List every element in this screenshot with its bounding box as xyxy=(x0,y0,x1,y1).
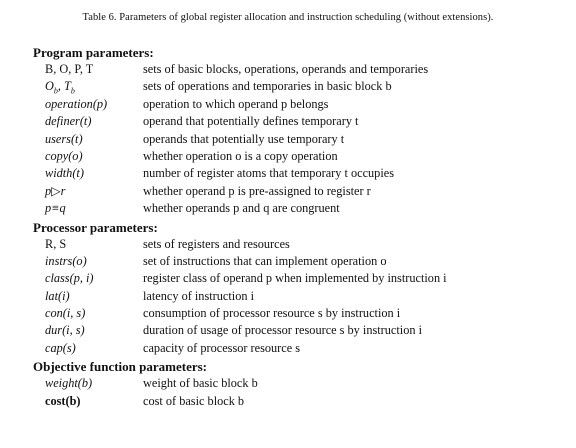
parameter-row xyxy=(33,183,563,200)
parameter-description: operand that potentially defines temporary t xyxy=(143,114,359,129)
parameters-table xyxy=(33,44,563,411)
parameter-description: sets of registers and resources xyxy=(143,236,290,251)
parameter-row xyxy=(33,253,563,270)
parameter-symbol: weight(b) xyxy=(45,376,93,391)
parameter-description: capacity of processor resource s xyxy=(143,340,301,355)
parameter-description: cost of basic block b xyxy=(143,393,245,408)
parameter-description: duration of usage of processor resource s by instruction i xyxy=(143,323,422,338)
parameter-row xyxy=(33,61,563,78)
parameter-symbol: $O_b$, $T_b$ xyxy=(45,79,75,96)
parameter-row xyxy=(33,270,563,287)
parameter-row xyxy=(33,375,563,392)
parameter-symbol: B, O, P, T xyxy=(45,62,94,76)
parameter-row xyxy=(33,322,563,339)
parameter-row xyxy=(33,340,563,357)
parameter-row xyxy=(33,113,563,130)
parameter-row xyxy=(33,165,563,182)
parameter-row xyxy=(33,96,563,113)
parameter-symbol: definer(t) xyxy=(45,114,92,129)
parameter-symbol: dur(i, s) xyxy=(45,323,85,338)
parameter-description: consumption of processor resource s by instruction i xyxy=(143,306,401,321)
section-2 xyxy=(33,219,563,358)
parameter-row xyxy=(33,200,563,217)
parameter-symbol: cap(s) xyxy=(45,340,76,355)
parameter-row xyxy=(33,288,563,305)
parameter-row xyxy=(33,393,563,410)
parameter-description: whether operand p is pre-assigned to register r xyxy=(143,183,371,198)
parameter-symbol: instrs(o) xyxy=(45,253,87,268)
section-title: Processor parameters: xyxy=(33,219,158,235)
parameter-description: weight of basic block b xyxy=(143,376,258,391)
parameter-symbol: operation(p) xyxy=(45,96,108,111)
parameter-description: register class of operand p when implemented by instruction i xyxy=(143,271,447,286)
table-caption: Table 6. Parameters of global register allocation and instruction scheduling (without extensions). xyxy=(82,12,494,23)
parameter-symbol: copy(o) xyxy=(45,148,83,163)
parameter-description: set of instructions that can implement operation o xyxy=(143,253,387,268)
parameter-symbol: width(t) xyxy=(45,166,84,181)
parameter-description: latency of instruction i xyxy=(143,288,254,303)
parameter-description: sets of basic blocks, operations, operands and temporaries xyxy=(143,62,429,76)
parameter-row xyxy=(33,305,563,322)
section-1 xyxy=(33,44,563,218)
parameter-symbol: users(t) xyxy=(45,131,83,146)
parameter-symbol: con(i, s) xyxy=(45,306,86,321)
section-3 xyxy=(33,358,563,410)
parameter-description: number of register atoms that temporary t occupies xyxy=(143,166,394,181)
parameter-symbol: cost(b) xyxy=(45,393,81,408)
section-title: Objective function parameters: xyxy=(33,359,208,375)
parameter-symbol: p≡q xyxy=(45,201,66,216)
parameter-symbol: p▷r xyxy=(45,183,66,198)
parameter-description: whether operands p and q are congruent xyxy=(143,201,340,216)
parameter-description: whether operation o is a copy operation xyxy=(143,148,338,163)
parameter-symbol: R, S xyxy=(45,236,67,251)
parameter-description: sets of operations and temporaries in basic block b xyxy=(143,79,392,94)
parameter-row xyxy=(33,78,563,95)
parameter-row xyxy=(33,131,563,148)
parameter-symbol: lat(i) xyxy=(45,288,70,303)
parameter-description: operands that potentially use temporary t xyxy=(143,131,345,146)
parameter-description: operation to which operand p belongs xyxy=(143,96,329,111)
parameter-row xyxy=(33,236,563,253)
parameter-symbol: class(p, i) xyxy=(45,271,94,286)
parameter-row xyxy=(33,148,563,165)
section-title: Program parameters: xyxy=(33,45,154,60)
